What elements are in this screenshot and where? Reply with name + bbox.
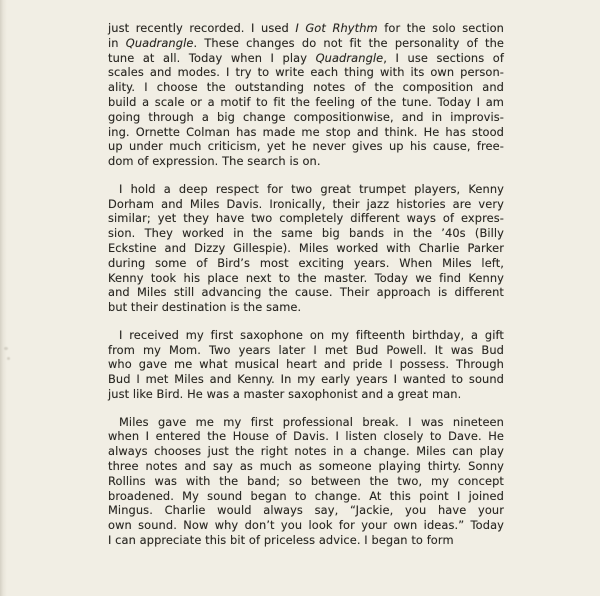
text-segment: Rollins was with the band; so between the two, my concept	[108, 473, 504, 488]
text-line	[108, 300, 504, 315]
paragraph	[108, 21, 504, 169]
song-title-italic: I Got Rhythm	[295, 21, 378, 35]
text-segment: . These changes do not fit the personality of the	[193, 35, 504, 50]
text-line	[108, 489, 504, 504]
song-title-italic: Quadrangle	[315, 50, 384, 65]
text-segment: I received my first saxophone on my fifteenth birthday, a gift	[119, 327, 504, 342]
text-line	[108, 459, 504, 474]
text-segment: Miles gave me my first professional break. I was nineteen	[119, 414, 504, 429]
text-line	[108, 80, 504, 95]
text-segment: going through a big change compositionwise, and in improvis-	[108, 109, 504, 124]
text-segment: in	[108, 35, 126, 50]
text-line	[108, 21, 504, 36]
scan-speck	[4, 347, 8, 350]
text-segment: I can appreciate this bit of priceless advice. I began to form	[108, 532, 454, 547]
text-segment: broadened. My sound began to change. At this point I joined	[108, 488, 504, 503]
text-line	[108, 226, 504, 241]
text-line	[108, 415, 504, 430]
paragraph	[108, 182, 504, 315]
text-segment: ing. Ornette Colman has made me stop and think. He has stood	[108, 124, 504, 139]
text-segment: when I entered the House of Davis. I listen closely to Dave. He	[108, 429, 504, 444]
text-line	[108, 110, 504, 125]
scan-speck	[7, 357, 10, 360]
text-line	[108, 372, 504, 387]
text-line	[108, 343, 504, 358]
text-line	[108, 518, 504, 533]
paragraph	[108, 415, 504, 548]
text-line	[108, 256, 504, 271]
text-segment: tune at all. Today when I play	[108, 50, 316, 65]
text-segment: up under much criticism, yet he never gives up his cause, free-	[108, 139, 504, 154]
text-segment: Dorham and Miles Davis. Ironically, their jazz histories are very	[108, 196, 504, 211]
text-line	[108, 285, 504, 300]
text-segment: from my Mom. Two years later I met Bud Powell. It was Bud	[108, 342, 504, 357]
text-line	[108, 474, 504, 489]
text-segment: scales and modes. I try to write each thing with its own person-	[108, 65, 504, 80]
paragraph	[108, 328, 504, 402]
text-line	[108, 36, 504, 51]
text-segment: who gave me what musical heart and pride I possess. Through	[108, 357, 504, 372]
text-line	[108, 154, 504, 169]
song-title-italic: Quadrangle	[125, 35, 194, 50]
text-line	[108, 197, 504, 212]
text-line	[108, 357, 504, 372]
text-line	[108, 139, 504, 154]
text-segment: Kenny took his place next to the master. Today we find Kenny	[108, 270, 504, 285]
text-line	[108, 51, 504, 66]
text-line	[108, 328, 504, 343]
text-line	[108, 241, 504, 256]
text-line	[108, 95, 504, 110]
text-line	[108, 182, 504, 197]
scan-edge-shadow	[0, 0, 7, 596]
text-line	[108, 533, 504, 548]
text-segment: build a scale or a motif to fit the feeling of the tune. Today I am	[108, 94, 504, 109]
text-segment: sion. They worked in the same big bands in the ’40s (Billy	[108, 226, 504, 241]
text-segment: for the solo section	[377, 21, 505, 35]
text-segment: ality. I choose the outstanding notes of the composition and	[108, 80, 504, 95]
text-segment: I hold a deep respect for two great trumpet players, Kenny	[119, 181, 504, 196]
text-line	[108, 211, 504, 226]
text-line	[108, 387, 504, 402]
text-column	[108, 21, 504, 548]
text-segment: dom of expression. The search is on.	[108, 154, 321, 169]
text-segment: just recently recorded. I used	[108, 21, 296, 35]
text-segment: Eckstine and Dizzy Gillespie). Miles worked with Charlie Parker	[108, 240, 504, 255]
text-segment: own sound. Now why don’t you look for your own ideas.” Today	[108, 518, 504, 533]
text-line	[108, 271, 504, 286]
text-segment: Mingus. Charlie would always say, “Jackie, you have your	[108, 503, 504, 518]
text-line	[108, 125, 504, 140]
text-segment: Bud I met Miles and Kenny. In my early years I wanted to sound	[108, 372, 504, 387]
text-segment: and Miles still advancing the cause. Their approach is different	[108, 285, 504, 300]
text-line	[108, 65, 504, 80]
text-segment: , I use sections of	[383, 50, 504, 65]
text-segment: but their destination is the same.	[108, 300, 302, 315]
text-segment: three notes and say as much as someone playing thirty. Sonny	[108, 458, 504, 473]
text-line	[108, 429, 504, 444]
text-line	[108, 503, 504, 518]
text-segment: similar; yet they have two completely different ways of expres-	[108, 211, 504, 226]
text-line	[108, 444, 504, 459]
text-segment: during some of Bird’s most exciting years. When Miles left,	[108, 255, 504, 270]
text-segment: always chooses just the right notes in a change. Miles can play	[108, 444, 504, 459]
text-segment: just like Bird. He was a master saxophonist and a great man.	[108, 386, 462, 401]
